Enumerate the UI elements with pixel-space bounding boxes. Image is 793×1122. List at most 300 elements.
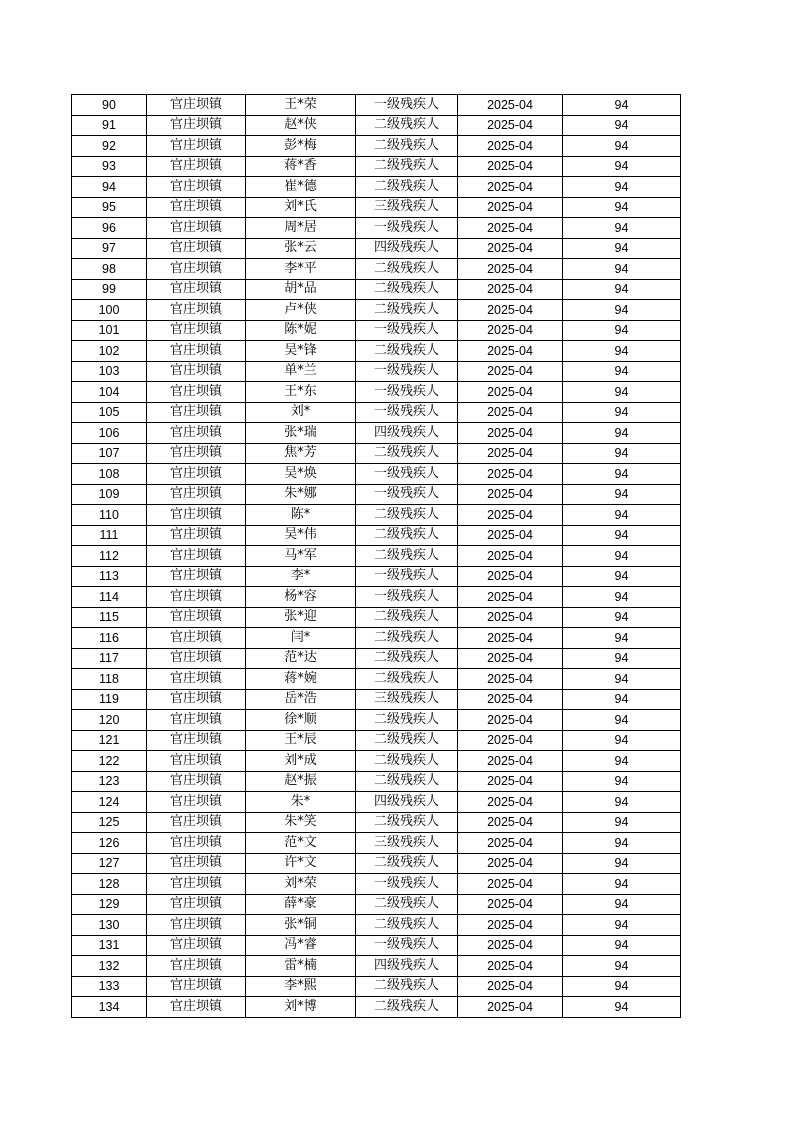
disability-level-cell: 二级残疾人 bbox=[356, 730, 458, 751]
disability-level-cell: 二级残疾人 bbox=[356, 915, 458, 936]
town-cell: 官庄坝镇 bbox=[147, 136, 246, 157]
amount-cell: 94 bbox=[563, 382, 681, 403]
amount-cell: 94 bbox=[563, 792, 681, 813]
row-number-cell: 122 bbox=[72, 751, 147, 772]
date-cell: 2025-04 bbox=[458, 115, 563, 136]
amount-cell: 94 bbox=[563, 238, 681, 259]
row-number-cell: 97 bbox=[72, 238, 147, 259]
table-row bbox=[72, 566, 681, 587]
date-cell: 2025-04 bbox=[458, 505, 563, 526]
table-row bbox=[72, 382, 681, 403]
town-cell: 官庄坝镇 bbox=[147, 402, 246, 423]
date-cell: 2025-04 bbox=[458, 238, 563, 259]
town-cell: 官庄坝镇 bbox=[147, 566, 246, 587]
disability-level-cell: 一级残疾人 bbox=[356, 320, 458, 341]
name-cell: 刘*荣 bbox=[246, 874, 356, 895]
name-cell: 杨*容 bbox=[246, 587, 356, 608]
row-number-cell: 120 bbox=[72, 710, 147, 731]
amount-cell: 94 bbox=[563, 136, 681, 157]
town-cell: 官庄坝镇 bbox=[147, 525, 246, 546]
town-cell: 官庄坝镇 bbox=[147, 484, 246, 505]
disability-level-cell: 四级残疾人 bbox=[356, 423, 458, 444]
disability-level-cell: 二级残疾人 bbox=[356, 669, 458, 690]
town-cell: 官庄坝镇 bbox=[147, 218, 246, 239]
disability-level-cell: 一级残疾人 bbox=[356, 218, 458, 239]
town-cell: 官庄坝镇 bbox=[147, 976, 246, 997]
name-cell: 陈*妮 bbox=[246, 320, 356, 341]
date-cell: 2025-04 bbox=[458, 156, 563, 177]
row-number-cell: 92 bbox=[72, 136, 147, 157]
town-cell: 官庄坝镇 bbox=[147, 238, 246, 259]
amount-cell: 94 bbox=[563, 853, 681, 874]
town-cell: 官庄坝镇 bbox=[147, 443, 246, 464]
amount-cell: 94 bbox=[563, 628, 681, 649]
date-cell: 2025-04 bbox=[458, 628, 563, 649]
amount-cell: 94 bbox=[563, 710, 681, 731]
table-row bbox=[72, 95, 681, 116]
amount-cell: 94 bbox=[563, 177, 681, 198]
row-number-cell: 117 bbox=[72, 648, 147, 669]
table-body bbox=[72, 95, 681, 1018]
amount-cell: 94 bbox=[563, 218, 681, 239]
name-cell: 吴*锋 bbox=[246, 341, 356, 362]
row-number-cell: 108 bbox=[72, 464, 147, 485]
disability-level-cell: 二级残疾人 bbox=[356, 628, 458, 649]
town-cell: 官庄坝镇 bbox=[147, 279, 246, 300]
row-number-cell: 112 bbox=[72, 546, 147, 567]
disability-level-cell: 四级残疾人 bbox=[356, 956, 458, 977]
amount-cell: 94 bbox=[563, 874, 681, 895]
row-number-cell: 114 bbox=[72, 587, 147, 608]
disability-level-cell: 一级残疾人 bbox=[356, 402, 458, 423]
name-cell: 刘*氏 bbox=[246, 197, 356, 218]
date-cell: 2025-04 bbox=[458, 669, 563, 690]
name-cell: 张*迎 bbox=[246, 607, 356, 628]
disability-level-cell: 一级残疾人 bbox=[356, 95, 458, 116]
disability-level-cell: 一级残疾人 bbox=[356, 566, 458, 587]
table-row bbox=[72, 300, 681, 321]
table-row bbox=[72, 771, 681, 792]
row-number-cell: 115 bbox=[72, 607, 147, 628]
date-cell: 2025-04 bbox=[458, 853, 563, 874]
table-row bbox=[72, 587, 681, 608]
amount-cell: 94 bbox=[563, 812, 681, 833]
amount-cell: 94 bbox=[563, 95, 681, 116]
amount-cell: 94 bbox=[563, 402, 681, 423]
date-cell: 2025-04 bbox=[458, 566, 563, 587]
name-cell: 闫* bbox=[246, 628, 356, 649]
date-cell: 2025-04 bbox=[458, 382, 563, 403]
name-cell: 王*荣 bbox=[246, 95, 356, 116]
town-cell: 官庄坝镇 bbox=[147, 628, 246, 649]
row-number-cell: 123 bbox=[72, 771, 147, 792]
disability-level-cell: 二级残疾人 bbox=[356, 976, 458, 997]
table-row bbox=[72, 607, 681, 628]
date-cell: 2025-04 bbox=[458, 197, 563, 218]
amount-cell: 94 bbox=[563, 833, 681, 854]
name-cell: 范*达 bbox=[246, 648, 356, 669]
name-cell: 冯*睿 bbox=[246, 935, 356, 956]
town-cell: 官庄坝镇 bbox=[147, 915, 246, 936]
name-cell: 陈* bbox=[246, 505, 356, 526]
name-cell: 朱* bbox=[246, 792, 356, 813]
row-number-cell: 119 bbox=[72, 689, 147, 710]
row-number-cell: 110 bbox=[72, 505, 147, 526]
row-number-cell: 102 bbox=[72, 341, 147, 362]
date-cell: 2025-04 bbox=[458, 525, 563, 546]
amount-cell: 94 bbox=[563, 279, 681, 300]
date-cell: 2025-04 bbox=[458, 443, 563, 464]
row-number-cell: 127 bbox=[72, 853, 147, 874]
disability-level-cell: 二级残疾人 bbox=[356, 771, 458, 792]
name-cell: 马*军 bbox=[246, 546, 356, 567]
date-cell: 2025-04 bbox=[458, 259, 563, 280]
row-number-cell: 121 bbox=[72, 730, 147, 751]
amount-cell: 94 bbox=[563, 771, 681, 792]
table-row bbox=[72, 259, 681, 280]
disability-level-cell: 二级残疾人 bbox=[356, 853, 458, 874]
town-cell: 官庄坝镇 bbox=[147, 894, 246, 915]
name-cell: 岳*浩 bbox=[246, 689, 356, 710]
table-row bbox=[72, 997, 681, 1018]
table-row bbox=[72, 484, 681, 505]
disability-level-cell: 一级残疾人 bbox=[356, 874, 458, 895]
row-number-cell: 131 bbox=[72, 935, 147, 956]
town-cell: 官庄坝镇 bbox=[147, 156, 246, 177]
date-cell: 2025-04 bbox=[458, 279, 563, 300]
amount-cell: 94 bbox=[563, 115, 681, 136]
town-cell: 官庄坝镇 bbox=[147, 95, 246, 116]
town-cell: 官庄坝镇 bbox=[147, 689, 246, 710]
table-row bbox=[72, 935, 681, 956]
date-cell: 2025-04 bbox=[458, 956, 563, 977]
disability-level-cell: 二级残疾人 bbox=[356, 894, 458, 915]
table-row bbox=[72, 443, 681, 464]
table-row bbox=[72, 710, 681, 731]
amount-cell: 94 bbox=[563, 607, 681, 628]
name-cell: 刘* bbox=[246, 402, 356, 423]
name-cell: 朱*笑 bbox=[246, 812, 356, 833]
date-cell: 2025-04 bbox=[458, 710, 563, 731]
date-cell: 2025-04 bbox=[458, 464, 563, 485]
row-number-cell: 95 bbox=[72, 197, 147, 218]
row-number-cell: 129 bbox=[72, 894, 147, 915]
table-row bbox=[72, 218, 681, 239]
town-cell: 官庄坝镇 bbox=[147, 607, 246, 628]
disability-level-cell: 四级残疾人 bbox=[356, 238, 458, 259]
row-number-cell: 99 bbox=[72, 279, 147, 300]
town-cell: 官庄坝镇 bbox=[147, 197, 246, 218]
row-number-cell: 126 bbox=[72, 833, 147, 854]
name-cell: 焦*芳 bbox=[246, 443, 356, 464]
town-cell: 官庄坝镇 bbox=[147, 812, 246, 833]
town-cell: 官庄坝镇 bbox=[147, 361, 246, 382]
amount-cell: 94 bbox=[563, 894, 681, 915]
date-cell: 2025-04 bbox=[458, 423, 563, 444]
disability-level-cell: 一级残疾人 bbox=[356, 464, 458, 485]
name-cell: 刘*博 bbox=[246, 997, 356, 1018]
town-cell: 官庄坝镇 bbox=[147, 956, 246, 977]
town-cell: 官庄坝镇 bbox=[147, 853, 246, 874]
table-row bbox=[72, 177, 681, 198]
town-cell: 官庄坝镇 bbox=[147, 730, 246, 751]
amount-cell: 94 bbox=[563, 259, 681, 280]
town-cell: 官庄坝镇 bbox=[147, 751, 246, 772]
amount-cell: 94 bbox=[563, 464, 681, 485]
disability-level-cell: 一级残疾人 bbox=[356, 935, 458, 956]
disability-level-cell: 三级残疾人 bbox=[356, 689, 458, 710]
date-cell: 2025-04 bbox=[458, 300, 563, 321]
name-cell: 李*平 bbox=[246, 259, 356, 280]
table-row bbox=[72, 894, 681, 915]
table-row bbox=[72, 402, 681, 423]
town-cell: 官庄坝镇 bbox=[147, 874, 246, 895]
row-number-cell: 98 bbox=[72, 259, 147, 280]
amount-cell: 94 bbox=[563, 956, 681, 977]
name-cell: 赵*振 bbox=[246, 771, 356, 792]
amount-cell: 94 bbox=[563, 935, 681, 956]
table-row bbox=[72, 546, 681, 567]
amount-cell: 94 bbox=[563, 156, 681, 177]
row-number-cell: 125 bbox=[72, 812, 147, 833]
name-cell: 王*东 bbox=[246, 382, 356, 403]
table-row bbox=[72, 238, 681, 259]
town-cell: 官庄坝镇 bbox=[147, 997, 246, 1018]
table-row bbox=[72, 423, 681, 444]
table-row bbox=[72, 853, 681, 874]
town-cell: 官庄坝镇 bbox=[147, 669, 246, 690]
date-cell: 2025-04 bbox=[458, 751, 563, 772]
town-cell: 官庄坝镇 bbox=[147, 300, 246, 321]
row-number-cell: 93 bbox=[72, 156, 147, 177]
town-cell: 官庄坝镇 bbox=[147, 505, 246, 526]
table-row bbox=[72, 730, 681, 751]
date-cell: 2025-04 bbox=[458, 95, 563, 116]
name-cell: 张*铜 bbox=[246, 915, 356, 936]
amount-cell: 94 bbox=[563, 976, 681, 997]
date-cell: 2025-04 bbox=[458, 177, 563, 198]
disability-level-cell: 一级残疾人 bbox=[356, 361, 458, 382]
date-cell: 2025-04 bbox=[458, 894, 563, 915]
name-cell: 周*居 bbox=[246, 218, 356, 239]
date-cell: 2025-04 bbox=[458, 833, 563, 854]
date-cell: 2025-04 bbox=[458, 546, 563, 567]
row-number-cell: 130 bbox=[72, 915, 147, 936]
table-row bbox=[72, 136, 681, 157]
table-row bbox=[72, 341, 681, 362]
date-cell: 2025-04 bbox=[458, 648, 563, 669]
date-cell: 2025-04 bbox=[458, 935, 563, 956]
disability-level-cell: 三级残疾人 bbox=[356, 197, 458, 218]
amount-cell: 94 bbox=[563, 341, 681, 362]
name-cell: 吴*焕 bbox=[246, 464, 356, 485]
name-cell: 李*熙 bbox=[246, 976, 356, 997]
date-cell: 2025-04 bbox=[458, 812, 563, 833]
date-cell: 2025-04 bbox=[458, 771, 563, 792]
row-number-cell: 118 bbox=[72, 669, 147, 690]
town-cell: 官庄坝镇 bbox=[147, 464, 246, 485]
amount-cell: 94 bbox=[563, 505, 681, 526]
disability-level-cell: 一级残疾人 bbox=[356, 382, 458, 403]
date-cell: 2025-04 bbox=[458, 587, 563, 608]
disability-level-cell: 二级残疾人 bbox=[356, 546, 458, 567]
town-cell: 官庄坝镇 bbox=[147, 259, 246, 280]
town-cell: 官庄坝镇 bbox=[147, 177, 246, 198]
table-row bbox=[72, 505, 681, 526]
disability-level-cell: 一级残疾人 bbox=[356, 587, 458, 608]
name-cell: 卢*侠 bbox=[246, 300, 356, 321]
town-cell: 官庄坝镇 bbox=[147, 587, 246, 608]
table-row bbox=[72, 115, 681, 136]
amount-cell: 94 bbox=[563, 320, 681, 341]
name-cell: 彭*梅 bbox=[246, 136, 356, 157]
disability-level-cell: 三级残疾人 bbox=[356, 833, 458, 854]
table-row bbox=[72, 915, 681, 936]
date-cell: 2025-04 bbox=[458, 484, 563, 505]
name-cell: 张*云 bbox=[246, 238, 356, 259]
table-row bbox=[72, 628, 681, 649]
disability-level-cell: 二级残疾人 bbox=[356, 505, 458, 526]
table-row bbox=[72, 464, 681, 485]
row-number-cell: 134 bbox=[72, 997, 147, 1018]
name-cell: 赵*侠 bbox=[246, 115, 356, 136]
row-number-cell: 111 bbox=[72, 525, 147, 546]
disability-level-cell: 二级残疾人 bbox=[356, 259, 458, 280]
amount-cell: 94 bbox=[563, 443, 681, 464]
table-row bbox=[72, 689, 681, 710]
name-cell: 薛*豪 bbox=[246, 894, 356, 915]
date-cell: 2025-04 bbox=[458, 341, 563, 362]
disability-level-cell: 二级残疾人 bbox=[356, 525, 458, 546]
date-cell: 2025-04 bbox=[458, 730, 563, 751]
amount-cell: 94 bbox=[563, 566, 681, 587]
table-row bbox=[72, 320, 681, 341]
date-cell: 2025-04 bbox=[458, 915, 563, 936]
table-row bbox=[72, 751, 681, 772]
row-number-cell: 128 bbox=[72, 874, 147, 895]
date-cell: 2025-04 bbox=[458, 218, 563, 239]
disability-level-cell: 二级残疾人 bbox=[356, 300, 458, 321]
name-cell: 许*文 bbox=[246, 853, 356, 874]
town-cell: 官庄坝镇 bbox=[147, 935, 246, 956]
row-number-cell: 133 bbox=[72, 976, 147, 997]
date-cell: 2025-04 bbox=[458, 402, 563, 423]
amount-cell: 94 bbox=[563, 669, 681, 690]
table-row bbox=[72, 976, 681, 997]
table-row bbox=[72, 279, 681, 300]
row-number-cell: 96 bbox=[72, 218, 147, 239]
amount-cell: 94 bbox=[563, 751, 681, 772]
row-number-cell: 91 bbox=[72, 115, 147, 136]
name-cell: 刘*成 bbox=[246, 751, 356, 772]
name-cell: 李* bbox=[246, 566, 356, 587]
table-row bbox=[72, 812, 681, 833]
amount-cell: 94 bbox=[563, 300, 681, 321]
table-row bbox=[72, 525, 681, 546]
row-number-cell: 100 bbox=[72, 300, 147, 321]
disability-level-cell: 二级残疾人 bbox=[356, 115, 458, 136]
name-cell: 张*瑞 bbox=[246, 423, 356, 444]
row-number-cell: 109 bbox=[72, 484, 147, 505]
town-cell: 官庄坝镇 bbox=[147, 771, 246, 792]
disability-level-cell: 四级残疾人 bbox=[356, 792, 458, 813]
name-cell: 蒋*香 bbox=[246, 156, 356, 177]
name-cell: 崔*德 bbox=[246, 177, 356, 198]
row-number-cell: 106 bbox=[72, 423, 147, 444]
disability-level-cell: 二级残疾人 bbox=[356, 997, 458, 1018]
amount-cell: 94 bbox=[563, 689, 681, 710]
disability-level-cell: 二级残疾人 bbox=[356, 156, 458, 177]
row-number-cell: 113 bbox=[72, 566, 147, 587]
disability-level-cell: 一级残疾人 bbox=[356, 484, 458, 505]
table-row bbox=[72, 156, 681, 177]
disability-level-cell: 二级残疾人 bbox=[356, 279, 458, 300]
row-number-cell: 94 bbox=[72, 177, 147, 198]
date-cell: 2025-04 bbox=[458, 607, 563, 628]
date-cell: 2025-04 bbox=[458, 136, 563, 157]
name-cell: 徐*顺 bbox=[246, 710, 356, 731]
name-cell: 吴*伟 bbox=[246, 525, 356, 546]
amount-cell: 94 bbox=[563, 730, 681, 751]
date-cell: 2025-04 bbox=[458, 361, 563, 382]
name-cell: 朱*娜 bbox=[246, 484, 356, 505]
name-cell: 王*辰 bbox=[246, 730, 356, 751]
disability-level-cell: 二级残疾人 bbox=[356, 710, 458, 731]
table-row bbox=[72, 956, 681, 977]
disability-level-cell: 二级残疾人 bbox=[356, 136, 458, 157]
data-table bbox=[71, 94, 681, 1018]
row-number-cell: 132 bbox=[72, 956, 147, 977]
amount-cell: 94 bbox=[563, 587, 681, 608]
town-cell: 官庄坝镇 bbox=[147, 648, 246, 669]
table-row bbox=[72, 648, 681, 669]
date-cell: 2025-04 bbox=[458, 320, 563, 341]
name-cell: 胡*品 bbox=[246, 279, 356, 300]
disability-level-cell: 二级残疾人 bbox=[356, 341, 458, 362]
disability-level-cell: 二级残疾人 bbox=[356, 812, 458, 833]
date-cell: 2025-04 bbox=[458, 997, 563, 1018]
amount-cell: 94 bbox=[563, 525, 681, 546]
row-number-cell: 124 bbox=[72, 792, 147, 813]
disability-level-cell: 二级残疾人 bbox=[356, 648, 458, 669]
row-number-cell: 101 bbox=[72, 320, 147, 341]
disability-level-cell: 二级残疾人 bbox=[356, 443, 458, 464]
row-number-cell: 90 bbox=[72, 95, 147, 116]
date-cell: 2025-04 bbox=[458, 976, 563, 997]
row-number-cell: 104 bbox=[72, 382, 147, 403]
amount-cell: 94 bbox=[563, 423, 681, 444]
amount-cell: 94 bbox=[563, 546, 681, 567]
town-cell: 官庄坝镇 bbox=[147, 546, 246, 567]
town-cell: 官庄坝镇 bbox=[147, 423, 246, 444]
table-row bbox=[72, 361, 681, 382]
table-row bbox=[72, 874, 681, 895]
town-cell: 官庄坝镇 bbox=[147, 341, 246, 362]
amount-cell: 94 bbox=[563, 648, 681, 669]
table-row bbox=[72, 669, 681, 690]
name-cell: 单*兰 bbox=[246, 361, 356, 382]
date-cell: 2025-04 bbox=[458, 689, 563, 710]
town-cell: 官庄坝镇 bbox=[147, 382, 246, 403]
name-cell: 范*文 bbox=[246, 833, 356, 854]
row-number-cell: 103 bbox=[72, 361, 147, 382]
disability-level-cell: 二级残疾人 bbox=[356, 177, 458, 198]
row-number-cell: 107 bbox=[72, 443, 147, 464]
town-cell: 官庄坝镇 bbox=[147, 833, 246, 854]
date-cell: 2025-04 bbox=[458, 874, 563, 895]
town-cell: 官庄坝镇 bbox=[147, 792, 246, 813]
name-cell: 雷*楠 bbox=[246, 956, 356, 977]
